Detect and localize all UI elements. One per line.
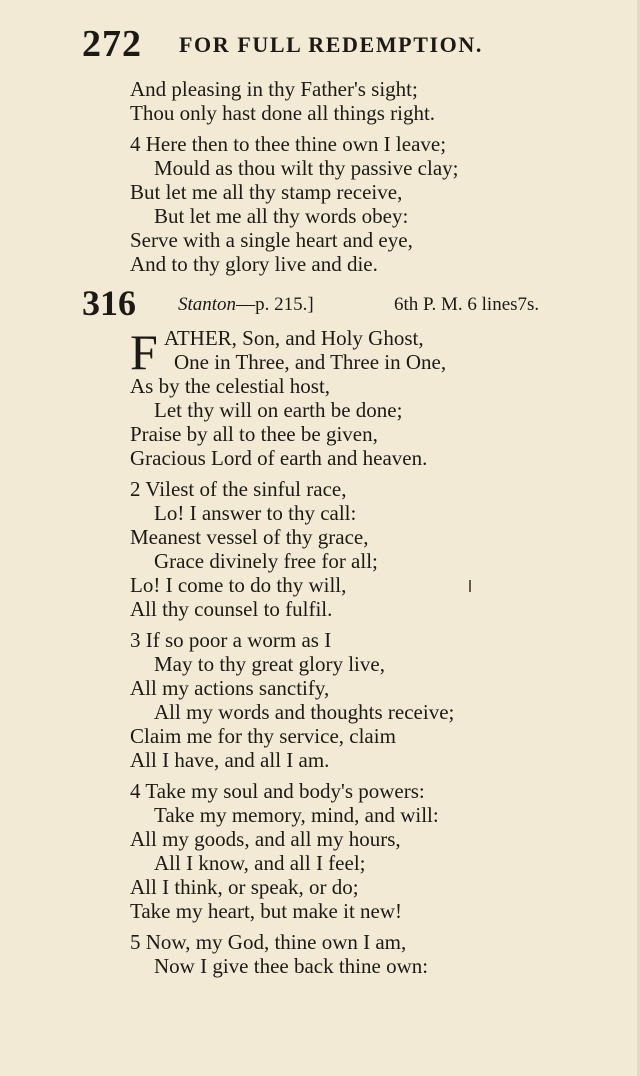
meter-label [394, 293, 539, 317]
verse-line: All my actions sanctify, [130, 676, 330, 700]
verse-line: Lo! I come to do thy will, [130, 573, 347, 597]
verse-line: All my goods, and all my hours, [130, 827, 401, 851]
hymn-heading [82, 283, 622, 323]
verse-line: Meanest vessel of thy grace, [130, 525, 369, 549]
verse-line: Take my heart, but make it new! [130, 899, 403, 923]
page-header [82, 22, 602, 66]
verse-line: As by the celestial host, [130, 374, 331, 398]
verse-line: 4 Here then to thee thine own I leave; [130, 132, 447, 156]
running-head: FOR FULL REDEMPTION. [179, 32, 483, 57]
meter-text: 6th P. M. 6 [394, 294, 477, 315]
verse-line: Gracious Lord of earth and heaven. [130, 446, 428, 470]
verse-line: Praise by all to thee be given, [130, 422, 378, 446]
verse-line: Take my memory, mind, and will: [154, 803, 439, 827]
verse-line: All thy counsel to fulfil. [130, 597, 333, 621]
page-number: 272 [82, 23, 142, 65]
verse-line: And pleasing in thy Father's sight; [130, 77, 418, 101]
verse-line: 4 Take my soul and body's powers: [130, 779, 425, 803]
tune-page: —p. 215.] [236, 294, 314, 315]
verse-line: And to thy glory live and die. [130, 252, 378, 276]
verse-line: Mould as thou wilt thy passive clay; [154, 156, 459, 180]
hymn-number: 316 [82, 283, 136, 323]
ink-mark [469, 580, 471, 592]
meter-italic: lines [481, 294, 518, 315]
verse-line: 2 Vilest of the sinful race, [130, 477, 347, 501]
hymn-first-line: ATHER, Son, and Holy Ghost, [164, 326, 424, 350]
drop-cap: F [130, 324, 158, 380]
tune-reference [178, 293, 314, 317]
verse-line: All I think, or speak, or do; [130, 875, 359, 899]
verse-line: Claim me for thy service, claim [130, 724, 396, 748]
verse-line: One in Three, and Three in One, [174, 350, 447, 374]
verse-line: 3 If so poor a worm as I [130, 628, 332, 652]
verse-line: Grace divinely free for all; [154, 549, 378, 573]
verse-line: Lo! I answer to thy call: [154, 501, 357, 525]
verse-line: All I know, and all I feel; [154, 851, 366, 875]
verse-line: All I have, and all I am. [130, 748, 330, 772]
verse-line: May to thy great glory live, [154, 652, 385, 676]
verse-line: Serve with a single heart and eye, [130, 228, 413, 252]
verse-line: But let me all thy words obey: [154, 204, 409, 228]
verse-line: Let thy will on earth be done; [154, 398, 403, 422]
verse-line: Thou only hast done all things right. [130, 101, 436, 125]
verse-line: But let me all thy stamp receive, [130, 180, 403, 204]
meter-tail: 7s. [517, 294, 540, 315]
verse-line: Now I give thee back thine own: [154, 954, 429, 978]
verse-line: All my words and thoughts receive; [154, 700, 455, 724]
verse-line: 5 Now, my God, thine own I am, [130, 930, 407, 954]
tune-name: Stanton [178, 294, 237, 315]
